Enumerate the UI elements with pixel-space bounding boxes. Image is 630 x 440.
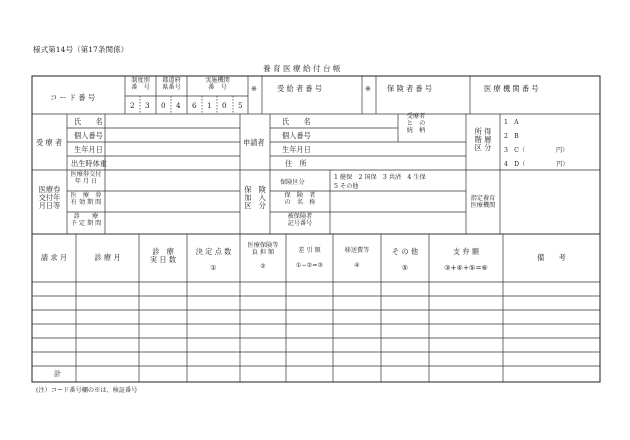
income-class-a: 1 A — [504, 119, 519, 126]
check-mark-2: ※ — [365, 84, 372, 93]
recipient-individual-number-label: 個人番号 — [74, 131, 103, 140]
insurance-class-label: 保険区分 — [280, 179, 305, 186]
income-class-b: 2 B — [504, 133, 519, 140]
transport-cost-header: 移送費等 ④ — [344, 247, 370, 269]
total-row-label: 計 — [54, 369, 62, 378]
birth-weight-label: 出生時体重 — [71, 159, 107, 168]
relationship-label: 受療者 と の 続 柄 — [406, 113, 426, 134]
seido-header: 制度別 番 号 — [131, 77, 150, 91]
code-digit: 1 — [207, 101, 212, 110]
income-class-d: 4 D（ 円） — [504, 161, 569, 168]
recipient-group-label: 受 療 者 — [36, 138, 63, 147]
insurer-number-label: 保 険 者 番 号 — [387, 84, 433, 93]
treatment-month-header: 診 療 月 — [94, 253, 121, 262]
form-number: 様式第14号（第17条関係） — [33, 45, 129, 54]
footnote: (注）コード番号欄の※は、検証番号 — [36, 387, 138, 394]
code-digit: 0 — [222, 101, 227, 110]
code-digit: 2 — [130, 101, 135, 110]
scheduled-period-label: 診 療 予 定 期 間 — [70, 213, 102, 227]
recipient-birthdate-label: 生年月日 — [74, 145, 103, 154]
jisshi-kikan-header: 実施機関 番 号 — [205, 77, 230, 91]
income-class-c: 3 C（ 円） — [504, 147, 569, 154]
insurance-class-options: 1 健保 2 国保 3 共済 4 生保 — [334, 174, 426, 181]
applicant-address-label: 住 所 — [285, 159, 307, 168]
certificate-group-label: 医療券 交付年 月日等 — [38, 185, 61, 211]
difference-header: 差 引 額 ①−②=③ — [295, 247, 323, 269]
income-class-label: 所 得 階 層 区 分 — [474, 127, 492, 153]
validity-period-label: 医 療 券 有 効 期 間 — [70, 192, 102, 206]
code-digit: 5 — [238, 101, 243, 110]
issue-date-label: 医療券交付 年 月 日 — [70, 171, 102, 185]
remarks-header: 備 考 — [537, 253, 566, 262]
code-number-label: コ ー ド 番 号 — [50, 93, 96, 102]
insurance-burden-header: 医療保険等 負 担 額 ② — [247, 242, 279, 270]
page-title: 養 育 医 療 給 付 台 帳 — [263, 64, 341, 73]
designated-institution-label: 指定養育 医療機関 — [470, 195, 496, 209]
actual-days-header: 診 療 実 日 数 — [149, 247, 177, 265]
billing-month-header: 請 求 月 — [40, 253, 68, 262]
code-digit: 0 — [161, 101, 166, 110]
insurance-group-label: 保 険 加 入 区 分 — [244, 185, 266, 211]
decided-points-header: 決 定 点 数 ① — [195, 247, 232, 273]
code-digit: 4 — [176, 101, 181, 110]
code-digit: 3 — [145, 101, 150, 110]
other-header: そ の 他 ⑤ — [391, 247, 419, 273]
applicant-birthdate-label: 生年月日 — [282, 145, 311, 154]
insurer-name-label: 保 険 者 の 名 称 — [284, 192, 316, 206]
payment-amount-header: 支 弁 額 ③+④+⑤=⑥ — [444, 247, 488, 273]
todofuken-header: 都道府 県番号 — [162, 77, 181, 91]
applicant-individual-number-label: 個人番号 — [282, 131, 311, 140]
recipient-name-label: 氏 名 — [74, 117, 103, 126]
applicant-group-label: 申請者 — [243, 138, 265, 147]
code-digit: 6 — [192, 101, 197, 110]
recipient-number-label: 受 給 者 番 号 — [277, 84, 323, 93]
insurance-class-options-other: 5 その他 — [334, 183, 359, 190]
medical-institution-number-label: 医 療 機 関 番 号 — [484, 84, 539, 93]
applicant-name-label: 氏 名 — [282, 117, 311, 126]
check-mark-1: ※ — [251, 84, 258, 93]
insured-symbol-number-label: 被保険者 記号番号 — [287, 213, 313, 227]
